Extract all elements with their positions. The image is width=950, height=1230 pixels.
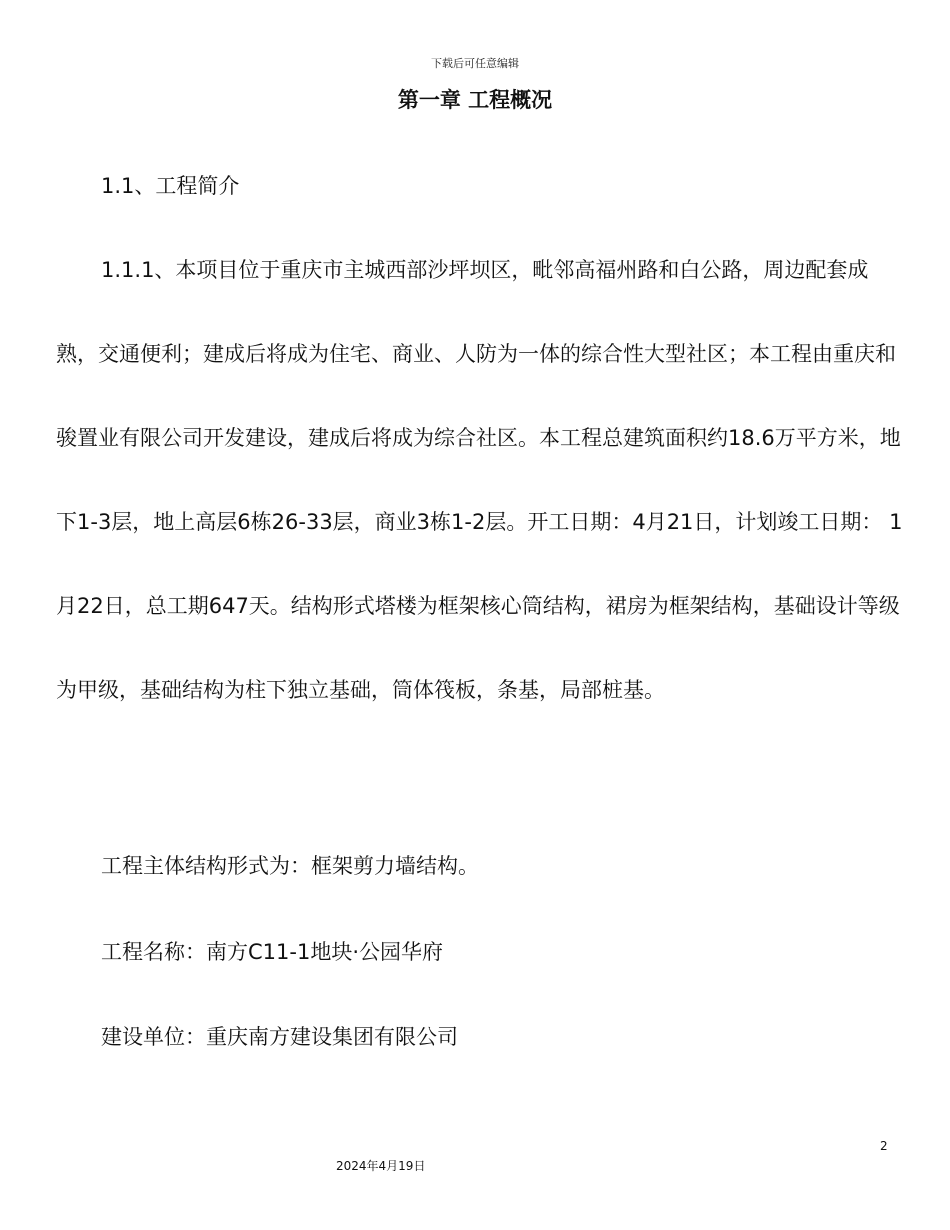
header-note: 下载后可任意编辑 bbox=[431, 57, 519, 70]
section-title: 1.1、工程简介 bbox=[101, 174, 240, 198]
structure-form-line: 工程主体结构形式为：框架剪力墙结构。 bbox=[101, 854, 479, 878]
footer-date: 2024年4月19日 bbox=[336, 1159, 426, 1173]
project-name-line: 工程名称：南方C11-1地块·公园华府 bbox=[101, 940, 443, 964]
chapter-title: 第一章 工程概况 bbox=[397, 88, 553, 112]
builder-line: 建设单位：重庆南方建设集团有限公司 bbox=[101, 1025, 458, 1049]
project-intro-paragraph: 1.1.1、本项目位于重庆市主城西部沙坪坝区，毗邻高福州路和白公路，周边配套成熟，交通便利；建成后将成为住宅、商业、人防为一体的综合性大型社区；本工程由重庆和骏置业有限公司开发建设，建成后将成为综合社区。本工程总建筑面积约18.6万平方米，地下1-3层，地上高层6栋26-33层，商业3栋1-2层。开工日期：4月21日，计划竣工日期： 1月22日，总工期647天。结构形式塔楼为框架核心筒结构，裙房为框架结构，基础设计等级为甲级，基础结构为柱下独立基础，筒体筏板，条基，局部桩基。 bbox=[56, 258, 903, 702]
page-number: 2 bbox=[880, 1139, 888, 1153]
